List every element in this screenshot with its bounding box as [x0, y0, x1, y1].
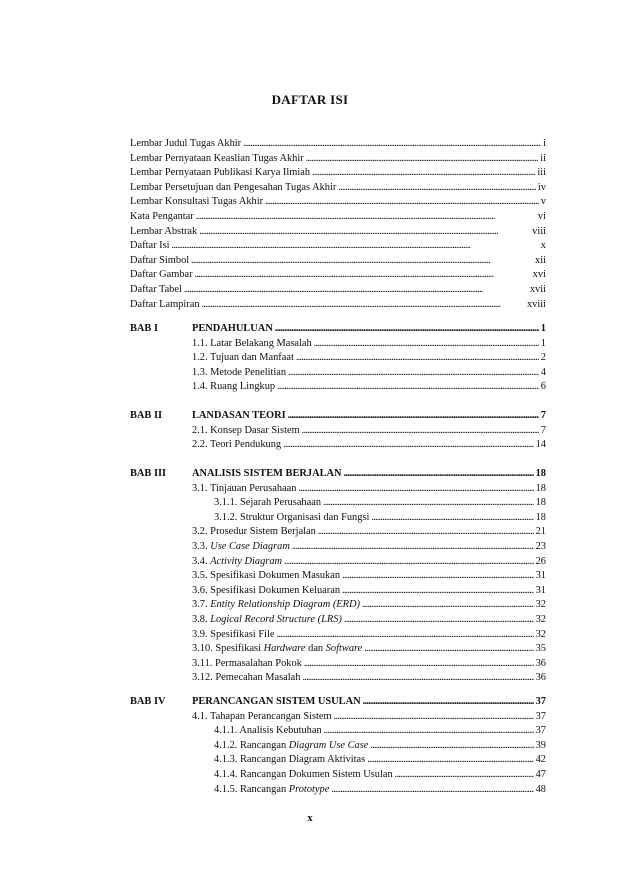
toc-label: Daftar Simbol — [130, 255, 190, 266]
toc-row — [192, 482, 546, 496]
toc-page-number: 37 — [535, 725, 546, 736]
toc-label: 1.4. Ruang Lingkup — [192, 381, 276, 392]
toc-row — [214, 753, 546, 767]
toc-label: 3.11. Permasalahan Pokok — [192, 658, 302, 669]
toc-label: 3.2. Prosedur Sistem Berjalan — [192, 526, 316, 537]
toc-page-number: 31 — [535, 585, 546, 596]
toc-leader-dots — [284, 555, 534, 569]
toc-leader-dots — [202, 298, 525, 312]
toc-page-number: 7 — [540, 425, 546, 436]
toc-label: Lembar Abstrak — [130, 226, 198, 237]
toc-label: 3.9. Spesifikasi File — [192, 629, 275, 640]
toc-row — [130, 137, 546, 151]
toc-leader-dots — [362, 598, 534, 612]
toc-label: Lembar Konsultasi Tugas Akhir — [130, 196, 264, 207]
toc-row — [130, 239, 546, 253]
toc-label: 3.7. Entity Relationship Diagram (ERD) — [192, 599, 360, 610]
toc-page-number: 37 — [535, 696, 546, 707]
toc-leader-dots — [342, 569, 534, 583]
toc-leader-dots — [334, 710, 534, 724]
toc-row — [192, 525, 546, 539]
toc-row — [130, 254, 546, 268]
toc-label: 3.1.1. Sejarah Perusahaan — [214, 497, 322, 508]
toc-row — [192, 366, 546, 380]
toc-leader-dots — [184, 283, 528, 297]
toc-row — [192, 569, 546, 583]
toc-label: 4.1. Tahapan Perancangan Sistem — [192, 711, 332, 722]
toc-leader-dots — [277, 380, 539, 394]
toc-row — [214, 783, 546, 797]
toc-leader-dots — [370, 739, 533, 753]
toc-label: ANALISIS SISTEM BERJALAN — [192, 468, 342, 479]
toc-page-number: 32 — [535, 599, 546, 610]
toc-leader-dots — [306, 152, 539, 166]
toc-leader-dots — [367, 753, 533, 767]
toc-page-number: xvi — [532, 269, 546, 280]
toc-page-number: x — [540, 240, 546, 251]
toc-row — [130, 181, 546, 195]
toc-page-number: xviii — [526, 299, 546, 310]
toc-page-number: vi — [537, 211, 546, 222]
toc-label: Daftar Isi — [130, 240, 170, 251]
toc-leader-dots — [344, 613, 534, 627]
toc-leader-dots — [363, 695, 534, 709]
toc-page-number: ii — [540, 153, 546, 164]
toc-row — [192, 628, 546, 642]
toc-leader-dots — [243, 137, 541, 151]
toc-label: 3.5. Spesifikasi Dokumen Masukan — [192, 570, 341, 581]
toc-label: 3.1.2. Struktur Organisasi dan Fungsi — [214, 512, 370, 523]
toc-leader-dots — [199, 225, 530, 239]
toc-leader-dots — [303, 671, 534, 685]
toc-leader-dots — [277, 628, 534, 642]
toc-page-number: 37 — [535, 711, 546, 722]
toc-page-number: 32 — [535, 629, 546, 640]
toc-page-number: 39 — [535, 740, 546, 751]
toc-label: 4.1.1. Analisis Kebutuhan — [214, 725, 322, 736]
toc-leader-dots — [172, 239, 539, 253]
toc-label: 3.3. Use Case Diagram — [192, 541, 290, 552]
toc-row — [192, 613, 546, 627]
toc-row — [192, 584, 546, 598]
toc-label: LANDASAN TEORI — [192, 410, 286, 421]
page-title: DAFTAR ISI — [271, 92, 349, 107]
toc-page-number: 6 — [540, 381, 546, 392]
toc-label: PENDAHULUAN — [192, 323, 273, 334]
toc-page-number: 1 — [540, 323, 546, 334]
chapter-number: BAB III — [130, 468, 167, 479]
toc-row — [192, 380, 546, 394]
toc-row — [130, 283, 546, 297]
toc-page-number: iv — [537, 182, 546, 193]
toc-label: Daftar Gambar — [130, 269, 193, 280]
toc-page-number: 48 — [535, 784, 546, 795]
toc-chapter-row — [192, 467, 546, 481]
toc-page-number: 36 — [535, 658, 546, 669]
toc-page-number: 7 — [540, 410, 546, 421]
toc-row — [192, 710, 546, 724]
toc-leader-dots — [292, 540, 534, 554]
toc-label: 3.1. Tinjauan Perusahaan — [192, 483, 297, 494]
toc-leader-dots — [196, 210, 536, 224]
toc-page-number: i — [543, 138, 546, 149]
toc-row — [130, 268, 546, 282]
toc-label: 1.1. Latar Belakang Masalah — [192, 338, 312, 349]
toc-page-number: 18 — [535, 468, 546, 479]
toc-page-number: 18 — [535, 483, 546, 494]
toc-label: 1.3. Metode Penelitian — [192, 367, 287, 378]
toc-label: 4.1.3. Rancangan Diagram Aktivitas — [214, 754, 366, 765]
toc-label: 3.10. Spesifikasi Hardware dan Software — [192, 643, 363, 654]
toc-label: 2.1. Konsep Dasar Sistem — [192, 425, 300, 436]
toc-page-number: 18 — [535, 497, 546, 508]
toc-leader-dots — [275, 322, 539, 336]
toc-page-number: iii — [537, 167, 546, 178]
toc-row — [130, 166, 546, 180]
toc-leader-dots — [395, 768, 534, 782]
toc-leader-dots — [296, 351, 539, 365]
toc-row — [214, 511, 546, 525]
toc-leader-dots — [195, 268, 531, 282]
toc-row — [192, 351, 546, 365]
toc-row — [192, 337, 546, 351]
toc-leader-dots — [191, 254, 533, 268]
toc-page-number: 47 — [535, 769, 546, 780]
toc-leader-dots — [304, 657, 534, 671]
toc-label: Lembar Pernyataan Publikasi Karya Ilmiah — [130, 167, 311, 178]
toc-leader-dots — [302, 424, 539, 438]
toc-page-number: 32 — [535, 614, 546, 625]
toc-chapter-row — [192, 322, 546, 336]
toc-leader-dots — [318, 525, 534, 539]
toc-chapter-row — [192, 409, 546, 423]
toc-leader-dots — [288, 366, 539, 380]
toc-page-number: xvii — [529, 284, 546, 295]
toc-label: Kata Pengantar — [130, 211, 194, 222]
toc-row — [214, 724, 546, 738]
toc-chapter-row — [192, 695, 546, 709]
toc-label: Lembar Persetujuan dan Pengesahan Tugas Akhir — [130, 182, 337, 193]
toc-leader-dots — [364, 642, 533, 656]
chapter-number: BAB I — [130, 323, 159, 334]
toc-label: Lembar Judul Tugas Akhir — [130, 138, 242, 149]
toc-row — [192, 424, 546, 438]
toc-row — [192, 540, 546, 554]
toc-page-number: 2 — [540, 352, 546, 363]
toc-leader-dots — [371, 511, 533, 525]
toc-label: 4.1.2. Rancangan Diagram Use Case — [214, 740, 369, 751]
toc-page-number: 26 — [535, 556, 546, 567]
toc-leader-dots — [283, 438, 533, 452]
toc-label: Lembar Pernyataan Keaslian Tugas Akhir — [130, 153, 304, 164]
toc-leader-dots — [344, 467, 534, 481]
toc-page-number: 31 — [535, 570, 546, 581]
toc-page-number: 1 — [540, 338, 546, 349]
toc-label: 4.1.4. Rancangan Dokumen Sistem Usulan — [214, 769, 393, 780]
toc-leader-dots — [298, 482, 533, 496]
toc-leader-dots — [312, 166, 535, 180]
toc-label: Daftar Lampiran — [130, 299, 200, 310]
toc-page-number: v — [540, 196, 546, 207]
toc-page-number: xii — [535, 255, 546, 266]
toc-row — [130, 225, 546, 239]
toc-row — [130, 195, 546, 209]
toc-label: 3.12. Pemecahan Masalah — [192, 672, 301, 683]
toc-row — [192, 671, 546, 685]
toc-page-number: 4 — [540, 367, 546, 378]
toc-label: 4.1.5. Rancangan Prototype — [214, 784, 330, 795]
toc-page-number: 18 — [535, 512, 546, 523]
toc-page-number: viii — [532, 226, 546, 237]
toc-leader-dots — [324, 724, 534, 738]
toc-row — [192, 555, 546, 569]
toc-label: 1.2. Tujuan dan Manfaat — [192, 352, 294, 363]
toc-row — [214, 768, 546, 782]
toc-leader-dots — [338, 181, 536, 195]
toc-leader-dots — [288, 409, 539, 423]
toc-row — [214, 739, 546, 753]
toc-label: 3.6. Spesifikasi Dokumen Keluaran — [192, 585, 341, 596]
toc-row — [192, 598, 546, 612]
toc-leader-dots — [265, 195, 539, 209]
toc-label: Daftar Tabel — [130, 284, 182, 295]
chapter-number: BAB IV — [130, 696, 166, 707]
toc-label: PERANCANGAN SISTEM USULAN — [192, 696, 361, 707]
toc-row — [192, 438, 546, 452]
toc-label: 3.8. Logical Record Structure (LRS) — [192, 614, 342, 625]
toc-page-number: 42 — [535, 754, 546, 765]
toc-label: 3.4. Activity Diagram — [192, 556, 283, 567]
page-number: x — [307, 813, 313, 824]
toc-row — [192, 642, 546, 656]
toc-page-number: 35 — [535, 643, 546, 654]
toc-row — [130, 152, 546, 166]
toc-row — [192, 657, 546, 671]
toc-page-number: 23 — [535, 541, 546, 552]
toc-leader-dots — [314, 337, 539, 351]
toc-row — [130, 210, 546, 224]
toc-label: 2.2. Teori Pendukung — [192, 439, 282, 450]
toc-row — [214, 496, 546, 510]
toc-leader-dots — [342, 584, 534, 598]
toc-row — [130, 298, 546, 312]
toc-leader-dots — [331, 783, 533, 797]
toc-leader-dots — [323, 496, 534, 510]
toc-page-number: 21 — [535, 526, 546, 537]
toc-page-number: 14 — [535, 439, 546, 450]
toc-page-number: 36 — [535, 672, 546, 683]
chapter-number: BAB II — [130, 410, 163, 421]
